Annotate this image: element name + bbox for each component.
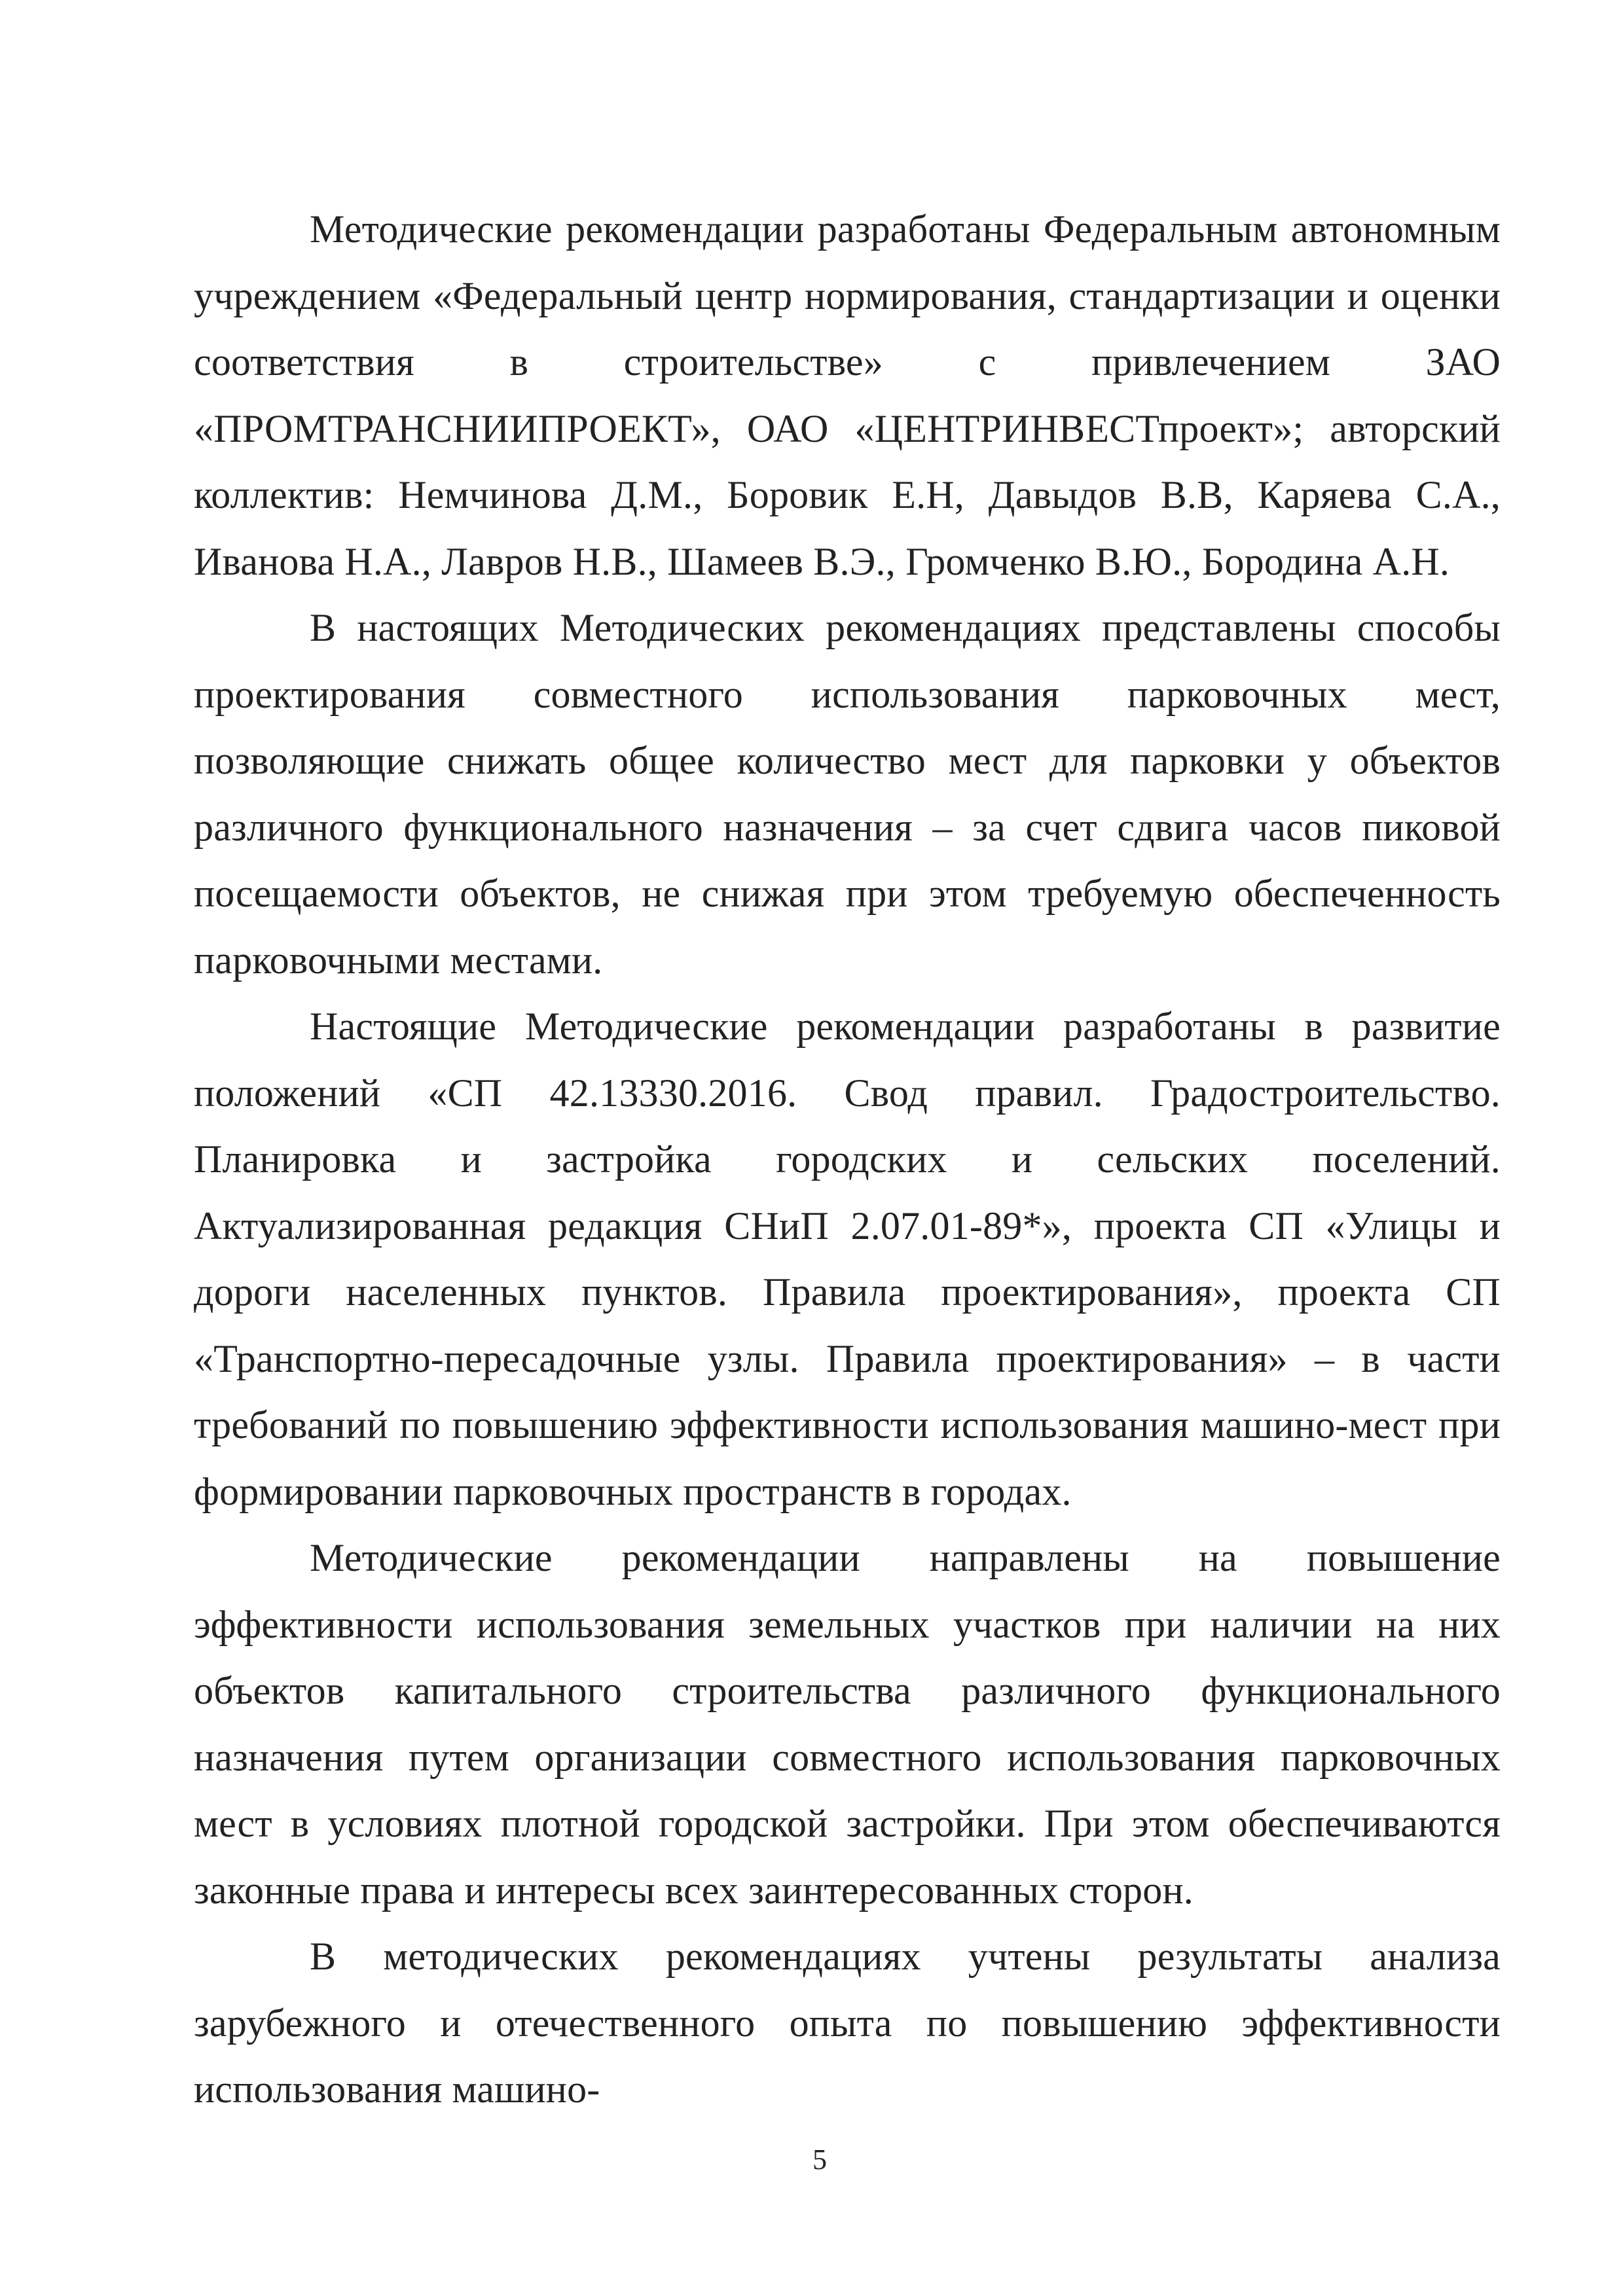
paragraph-purpose: Методические рекомендации направлены на повышение эффективности использования земельных участков при наличии на них объектов капитального строительства различного функционального назначения путем организации совместного использования парковочных мест в условиях плотной городской застройки. При этом обеспечиваются законные права и интересы всех заинтересованных сторон. xyxy=(194,1536,1501,1912)
paragraph-experience: В методических рекомендациях учтены результаты анализа зарубежного и отечественного опыта по повышению эффективности использования машино- xyxy=(194,1935,1501,2111)
paragraph-development-basis: Настоящие Методические рекомендации разработаны в развитие положений «СП 42.13330.2016. Свод правил. Градостроительство. Планировка и застройка городских и сельских поселений. Актуализированная редакция СНиП 2.07.01-89*», проекта СП «Улицы и дороги населенных пунктов. Правила проектирования», проекта СП «Транспортно-пересадочные узлы. Правила проектирования» – в части требований по повышению эффективности использования машино-мест при формировании парковочных пространств в городах. xyxy=(194,1005,1501,1513)
paragraph-developers: Методические рекомендации разработаны Федеральным автономным учреждением «Федеральный центр нормирования, стандартизации и оценки соответствия в строительстве» с привлечением ЗАО «ПРОМТРАНСНИИПРОЕКТ», ОАО «ЦЕНТРИНВЕСТпроект»; авторский коллектив: Немчинова Д.М., Боровик Е.Н, Давыдов В.В, Каряева С.А., Иванова Н.А., Лавров Н.В., Шамеев В.Э., Громченко В.Ю., Бородина А.Н. xyxy=(194,207,1501,583)
paragraph-methods: В настоящих Методических рекомендациях представлены способы проектирования совместного использования парковочных мест, позволяющие снижать общее количество мест для парковки у объектов различного функционального назначения – за счет сдвига часов пиковой посещаемости объектов, не снижая при этом требуемую обеспеченность парковочными местами. xyxy=(194,606,1501,982)
body-text xyxy=(194,196,1501,2123)
page-number: 5 xyxy=(812,2144,827,2176)
